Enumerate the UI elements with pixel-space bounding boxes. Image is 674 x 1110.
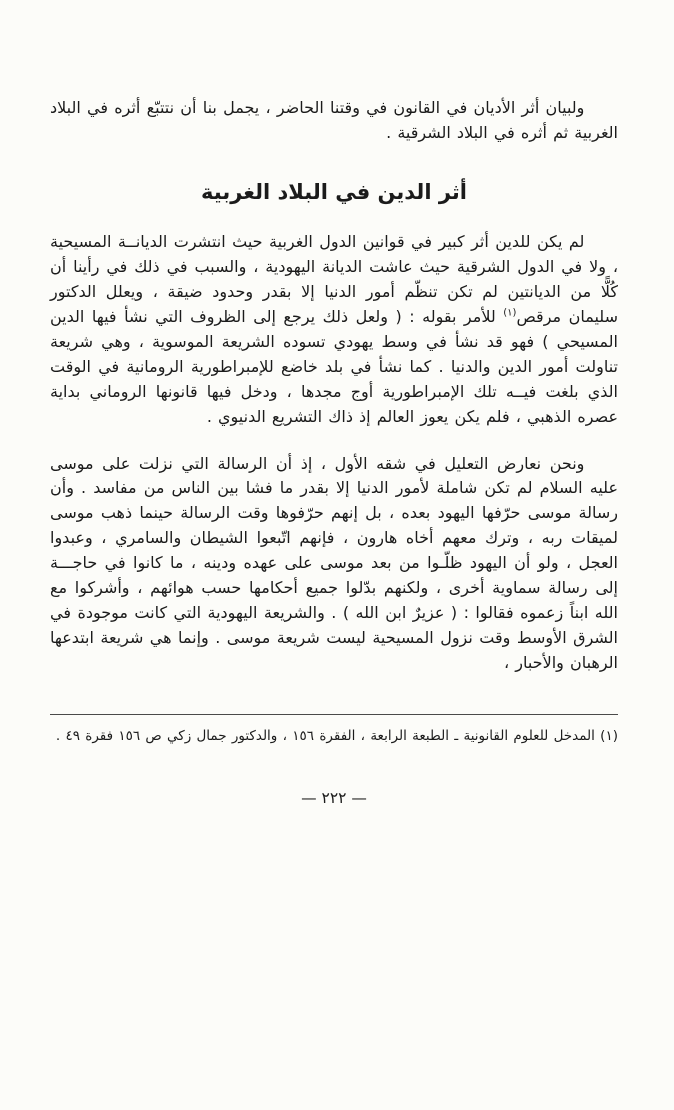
body-paragraph-1 <box>50 230 618 430</box>
paragraph-1-text-before-marker: لم يكن للدين أثر كبير في قوانين الدول الغربية حيث انتشرت الديانــة المسيحية ، ولا في الدول الشرقية حيث عاشت الديانة اليهودية ، والسبب في ذلك في رأينا أن كُلًّا من الديانتين لم تكن تنظّم أمور الدنيا إلا بقدر وحدود ضيقة ، ويعلل الدكتور سليمان مرقص <box>50 231 618 326</box>
paragraph-1-text-after-marker: للأمر بقوله : ( ولعل ذلك يرجع إلى الظروف التي نشأ فيها الدين المسيحي ) فهو قد نشأ في وسط يهودي تسوده الشريعة الموسوية ، وهي شريعة تناولت أمور الدين والدنيا . كما نشأ في بلد خاضع للإمبراطورية الرومانية في الوقت الذي بلغت فيــه تلك الإمبراطورية أوج مجدها ، ودخل فيها قانونها الروماني بداية عصره الذهبي ، فلم يكن يعوز العالم إذ ذاك التشريع الدنيوي . <box>50 306 618 426</box>
body-paragraph-2: ونحن نعارض التعليل في شقه الأول ، إذ أن الرسالة التي نزلت على موسى عليه السلام لم تكن شاملة لأمور الدنيا إلا بقدر ما فشا بين الناس من مفاسد . وأن رسالة موسى حرّفها اليهود بعده ، بل إنهم حرّفوها وقت الرسالة حينما ذهب موسى لميقات ربه ، وترك معهم أخاه هارون ، فإنهم اتّبعوا الشيطان والسامري ، وعبدوا العجل ، ولو أن اليهود ظلّـوا من بعد موسى على عهده ودينه ، ما كانوا في حاجـــة إلى رسالة سماوية أخرى ، ولكنهم بدّلوا جميع أحكامها حسب هوائهم ، وأشركوا مع الله ابناً زعموه فقالوا : ( عزيرٌ ابن الله ) . والشريعة اليهودية التي كانت موجودة في الشرق الأوسط وقت نزول المسيحية ليست شريعة موسى . وإنما هي شريعة ابتدعها الرهبان والأحبار ، <box>50 453 618 673</box>
footnote-block <box>50 714 618 749</box>
footnote-text: (١) المدخل للعلوم القانونية ـ الطبعة الرابعة ، الفقرة ١٥٦ ، والدكتور جمال زكي ص ١٥٦ فقرة ٤٩ . <box>55 728 618 745</box>
section-heading: أثر الدين في البلاد الغربية <box>201 179 467 204</box>
intro-paragraph: ولبيان أثر الأديان في القانون في وقتنا الحاضر ، يجمل بنا أن نتتبّع أثره في البلاد الغربية ثم أثره في البلاد الشرقية . <box>50 98 618 142</box>
footnote-reference-marker: (١) <box>503 307 517 319</box>
page-number: — ٢٢٢ — <box>301 788 367 807</box>
footnote-separator-rule <box>50 714 618 715</box>
